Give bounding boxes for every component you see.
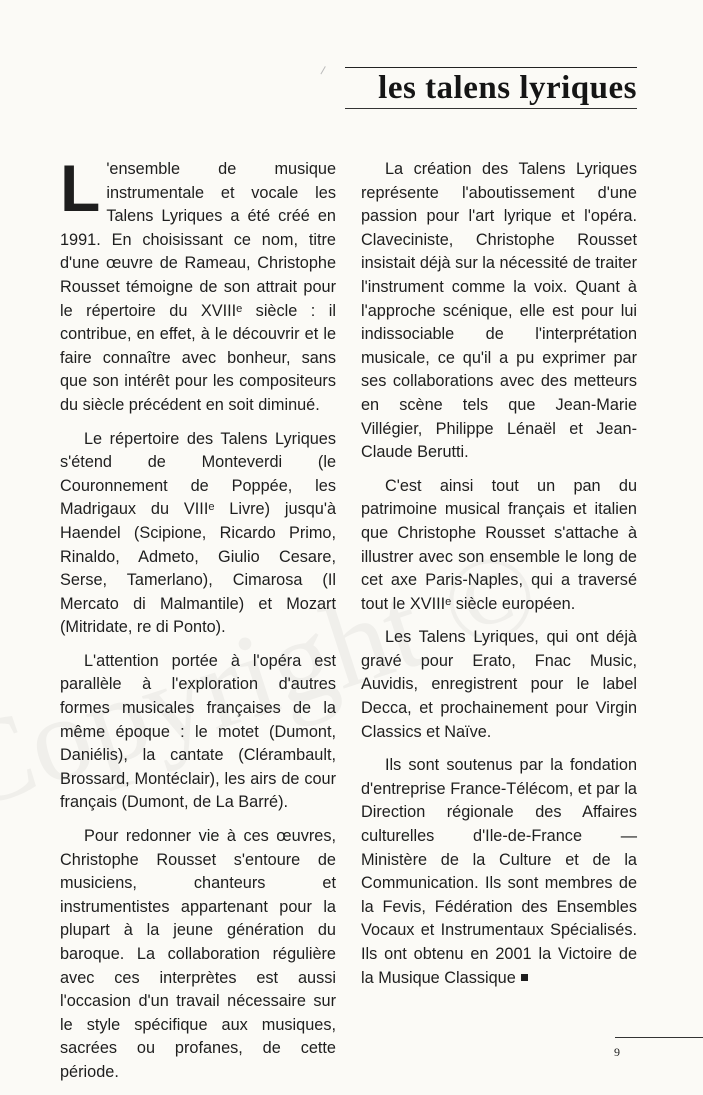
paragraph-text: Ils sont soutenus par la fondation d'entreprise France-Télécom, et par la Direction régionale des Affaires culturelles d'Ile-de-France — Ministère de la Culture et de la Communication. Ils sont membres de la Fevis, Fédération des Ensembles Vocaux et Instrumentaux Spécialisés. Ils ont obtenu en 2001 la Victoire de la Musique Classique bbox=[361, 756, 637, 987]
end-of-article-mark bbox=[521, 974, 528, 981]
drop-cap: L bbox=[60, 151, 101, 225]
left-column bbox=[60, 151, 336, 1095]
page-title: les talens lyriques bbox=[378, 70, 637, 106]
corner-mark bbox=[320, 66, 333, 79]
right-column bbox=[361, 158, 637, 1000]
paragraph-text: 'ensemble de musique instrumentale et vocale les Talens Lyriques a été créé en 1991. En choisissant ce nom, titre d'une œuvre de Rameau, Christophe Rousset témoigne de son attrait pour le répertoire du XVIIIᵉ siècle : il contribue, en effet, à le découvrir et le faire connaître avec bonheur, sans que son intérêt pour les compositeurs du siècle précédent en soit diminué. bbox=[60, 160, 336, 414]
paragraph: Le répertoire des Talens Lyriques s'étend de Monteverdi (le Couronnement de Poppée, les Madrigaux du VIIIᵉ Livre) jusqu'à Haendel (Scipione, Ricardo Primo, Rinaldo, Admeto, Giulio Cesare, Serse, Tamerlano), Cimarosa (Il Mercato di Malmantile) et Mozart (Mitridate, re di Ponto). bbox=[60, 429, 336, 637]
paragraph bbox=[361, 754, 637, 990]
page-number: 9 bbox=[614, 1045, 620, 1059]
paragraph: Les Talens Lyriques, qui ont déjà gravé pour Erato, Fnac Music, Auvidis, enregistrent pour le label Decca, et prochainement pour Virgin Classics et Naïve. bbox=[361, 628, 637, 741]
paragraph: L'attention portée à l'opéra est parallèle à l'exploration d'autres formes musicales françaises de la même époque : le motet (Dumont, Daniélis), la cantate (Clérambault, Brossard, Montéclair), les airs de cour français (Dumont, de La Barré). bbox=[60, 651, 336, 812]
title-rule-top bbox=[345, 67, 637, 68]
paragraph: La création des Talens Lyriques représente l'aboutissement d'une passion pour l'art lyrique et l'opéra. Claveciniste, Christophe Rousset insistait déjà sur la nécessité de traiter l'instrument comme la voix. Quant à l'approche scénique, elle est pour lui indissociable de l'interprétation musicale, ce qu'il a pu exprimer par ses collaborations avec des metteurs en scène tels que Jean-Marie Villégier, Philippe Lénaël et Jean-Claude Berutti. bbox=[361, 160, 638, 462]
footer-rule bbox=[615, 1037, 703, 1038]
paragraph: Pour redonner vie à ces œuvres, Christophe Rousset s'entoure de musiciens, chanteurs et instrumentistes appartenant pour la plupart à la jeune génération du baroque. La collaboration régulière avec ces interprètes est aussi l'occasion d'un travail nécessaire sur le style spécifique aux musiques, sacrées ou profanes, de cette période. bbox=[60, 827, 336, 1081]
title-rule-bottom bbox=[345, 108, 637, 109]
paragraph: C'est ainsi tout un pan du patrimoine musical français et italien que Christophe Rousset s'attache à illustrer avec son ensemble le long de cet axe Paris-Naples, qui a traversé tout le XVIIIᵉ siècle européen. bbox=[361, 476, 637, 613]
paragraph bbox=[60, 151, 336, 418]
